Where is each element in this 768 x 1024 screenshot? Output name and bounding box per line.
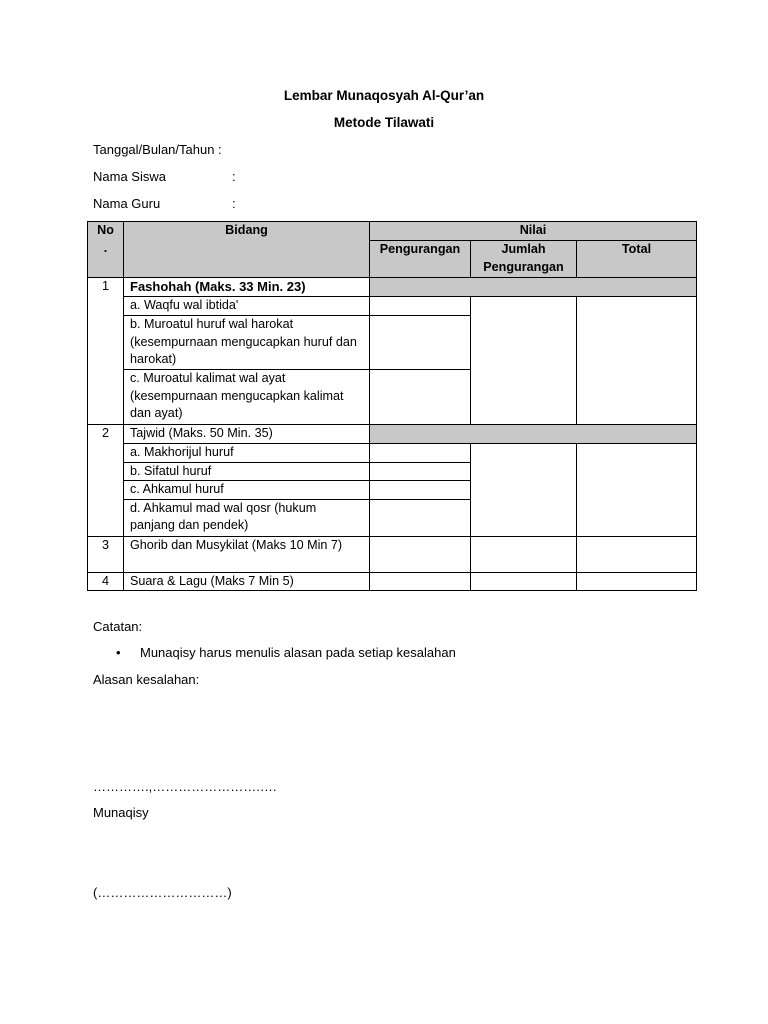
section-1-item-c: c. Muroatul kalimat wal ayat (kesempurnaan mengucapkan kalimat dan ayat)	[124, 370, 370, 425]
section-1-title: Fashohah (Maks. 33 Min. 23)	[124, 278, 370, 297]
section-4-title: Suara & Lagu (Maks 7 Min 5)	[124, 572, 370, 591]
jumlah-cell[interactable]	[471, 536, 577, 572]
section-4-number: 4	[88, 572, 124, 591]
date-line: ………….,…………………….….	[93, 779, 277, 794]
field-date-label: Tanggal/Bulan/Tahun :	[93, 142, 222, 157]
section-2-item-c: c. Ahkamul huruf	[124, 481, 370, 500]
field-student-colon: :	[232, 169, 236, 184]
header-bidang: Bidang	[124, 222, 370, 278]
section-1-shade	[370, 278, 697, 297]
score-cell[interactable]	[370, 499, 471, 536]
document-subtitle: Metode Tilawati	[333, 115, 435, 130]
field-teacher-label: Nama Guru	[93, 196, 161, 211]
section-3-number: 3	[88, 536, 124, 572]
jumlah-cell[interactable]	[471, 297, 577, 425]
section-2-item-b: b. Sifatul huruf	[124, 462, 370, 481]
jumlah-cell[interactable]	[471, 572, 577, 591]
score-cell[interactable]	[370, 297, 471, 316]
note-bullet-text: Munaqisy harus menulis alasan pada setiap kesalahan	[140, 645, 456, 660]
score-cell[interactable]	[370, 316, 471, 370]
score-cell[interactable]	[370, 481, 471, 500]
score-cell[interactable]	[370, 444, 471, 463]
jumlah-cell[interactable]	[471, 444, 577, 537]
header-jumlah-pengurangan: Jumlah Pengurangan	[471, 241, 577, 278]
assessment-table	[87, 221, 697, 591]
header-pengurangan: Pengurangan	[370, 241, 471, 278]
score-cell[interactable]	[370, 572, 471, 591]
section-1-number: 1	[88, 278, 124, 425]
total-cell[interactable]	[577, 297, 697, 425]
field-teacher-colon: :	[232, 196, 236, 211]
examiner-role: Munaqisy	[93, 805, 149, 820]
total-cell[interactable]	[577, 572, 697, 591]
bullet-icon: •	[116, 645, 121, 660]
header-total: Total	[577, 241, 697, 278]
section-1-item-a: a. Waqfu wal ibtida'	[124, 297, 370, 316]
total-cell[interactable]	[577, 536, 697, 572]
field-student-label: Nama Siswa	[93, 169, 166, 184]
section-2-item-a: a. Makhorijul huruf	[124, 444, 370, 463]
header-nilai: Nilai	[370, 222, 697, 241]
notes-heading: Catatan:	[93, 619, 143, 634]
section-2-number: 2	[88, 425, 124, 537]
section-3-title: Ghorib dan Musykilat (Maks 10 Min 7)	[124, 536, 370, 572]
section-2-item-d: d. Ahkamul mad wal qosr (hukum panjang dan pendek)	[124, 499, 370, 536]
total-cell[interactable]	[577, 444, 697, 537]
header-no: No .	[88, 222, 124, 278]
signature-line: (…………………………)	[93, 885, 232, 900]
score-cell[interactable]	[370, 370, 471, 425]
score-cell[interactable]	[370, 462, 471, 481]
reason-label: Alasan kesalahan:	[93, 672, 200, 687]
section-2-title: Tajwid (Maks. 50 Min. 35)	[124, 425, 370, 444]
section-1-item-b: b. Muroatul huruf wal harokat (kesempurnaan mengucapkan huruf dan harokat)	[124, 316, 370, 370]
section-2-shade	[370, 425, 697, 444]
score-cell[interactable]	[370, 536, 471, 572]
document-title: Lembar Munaqosyah Al-Qur’an	[283, 88, 485, 103]
